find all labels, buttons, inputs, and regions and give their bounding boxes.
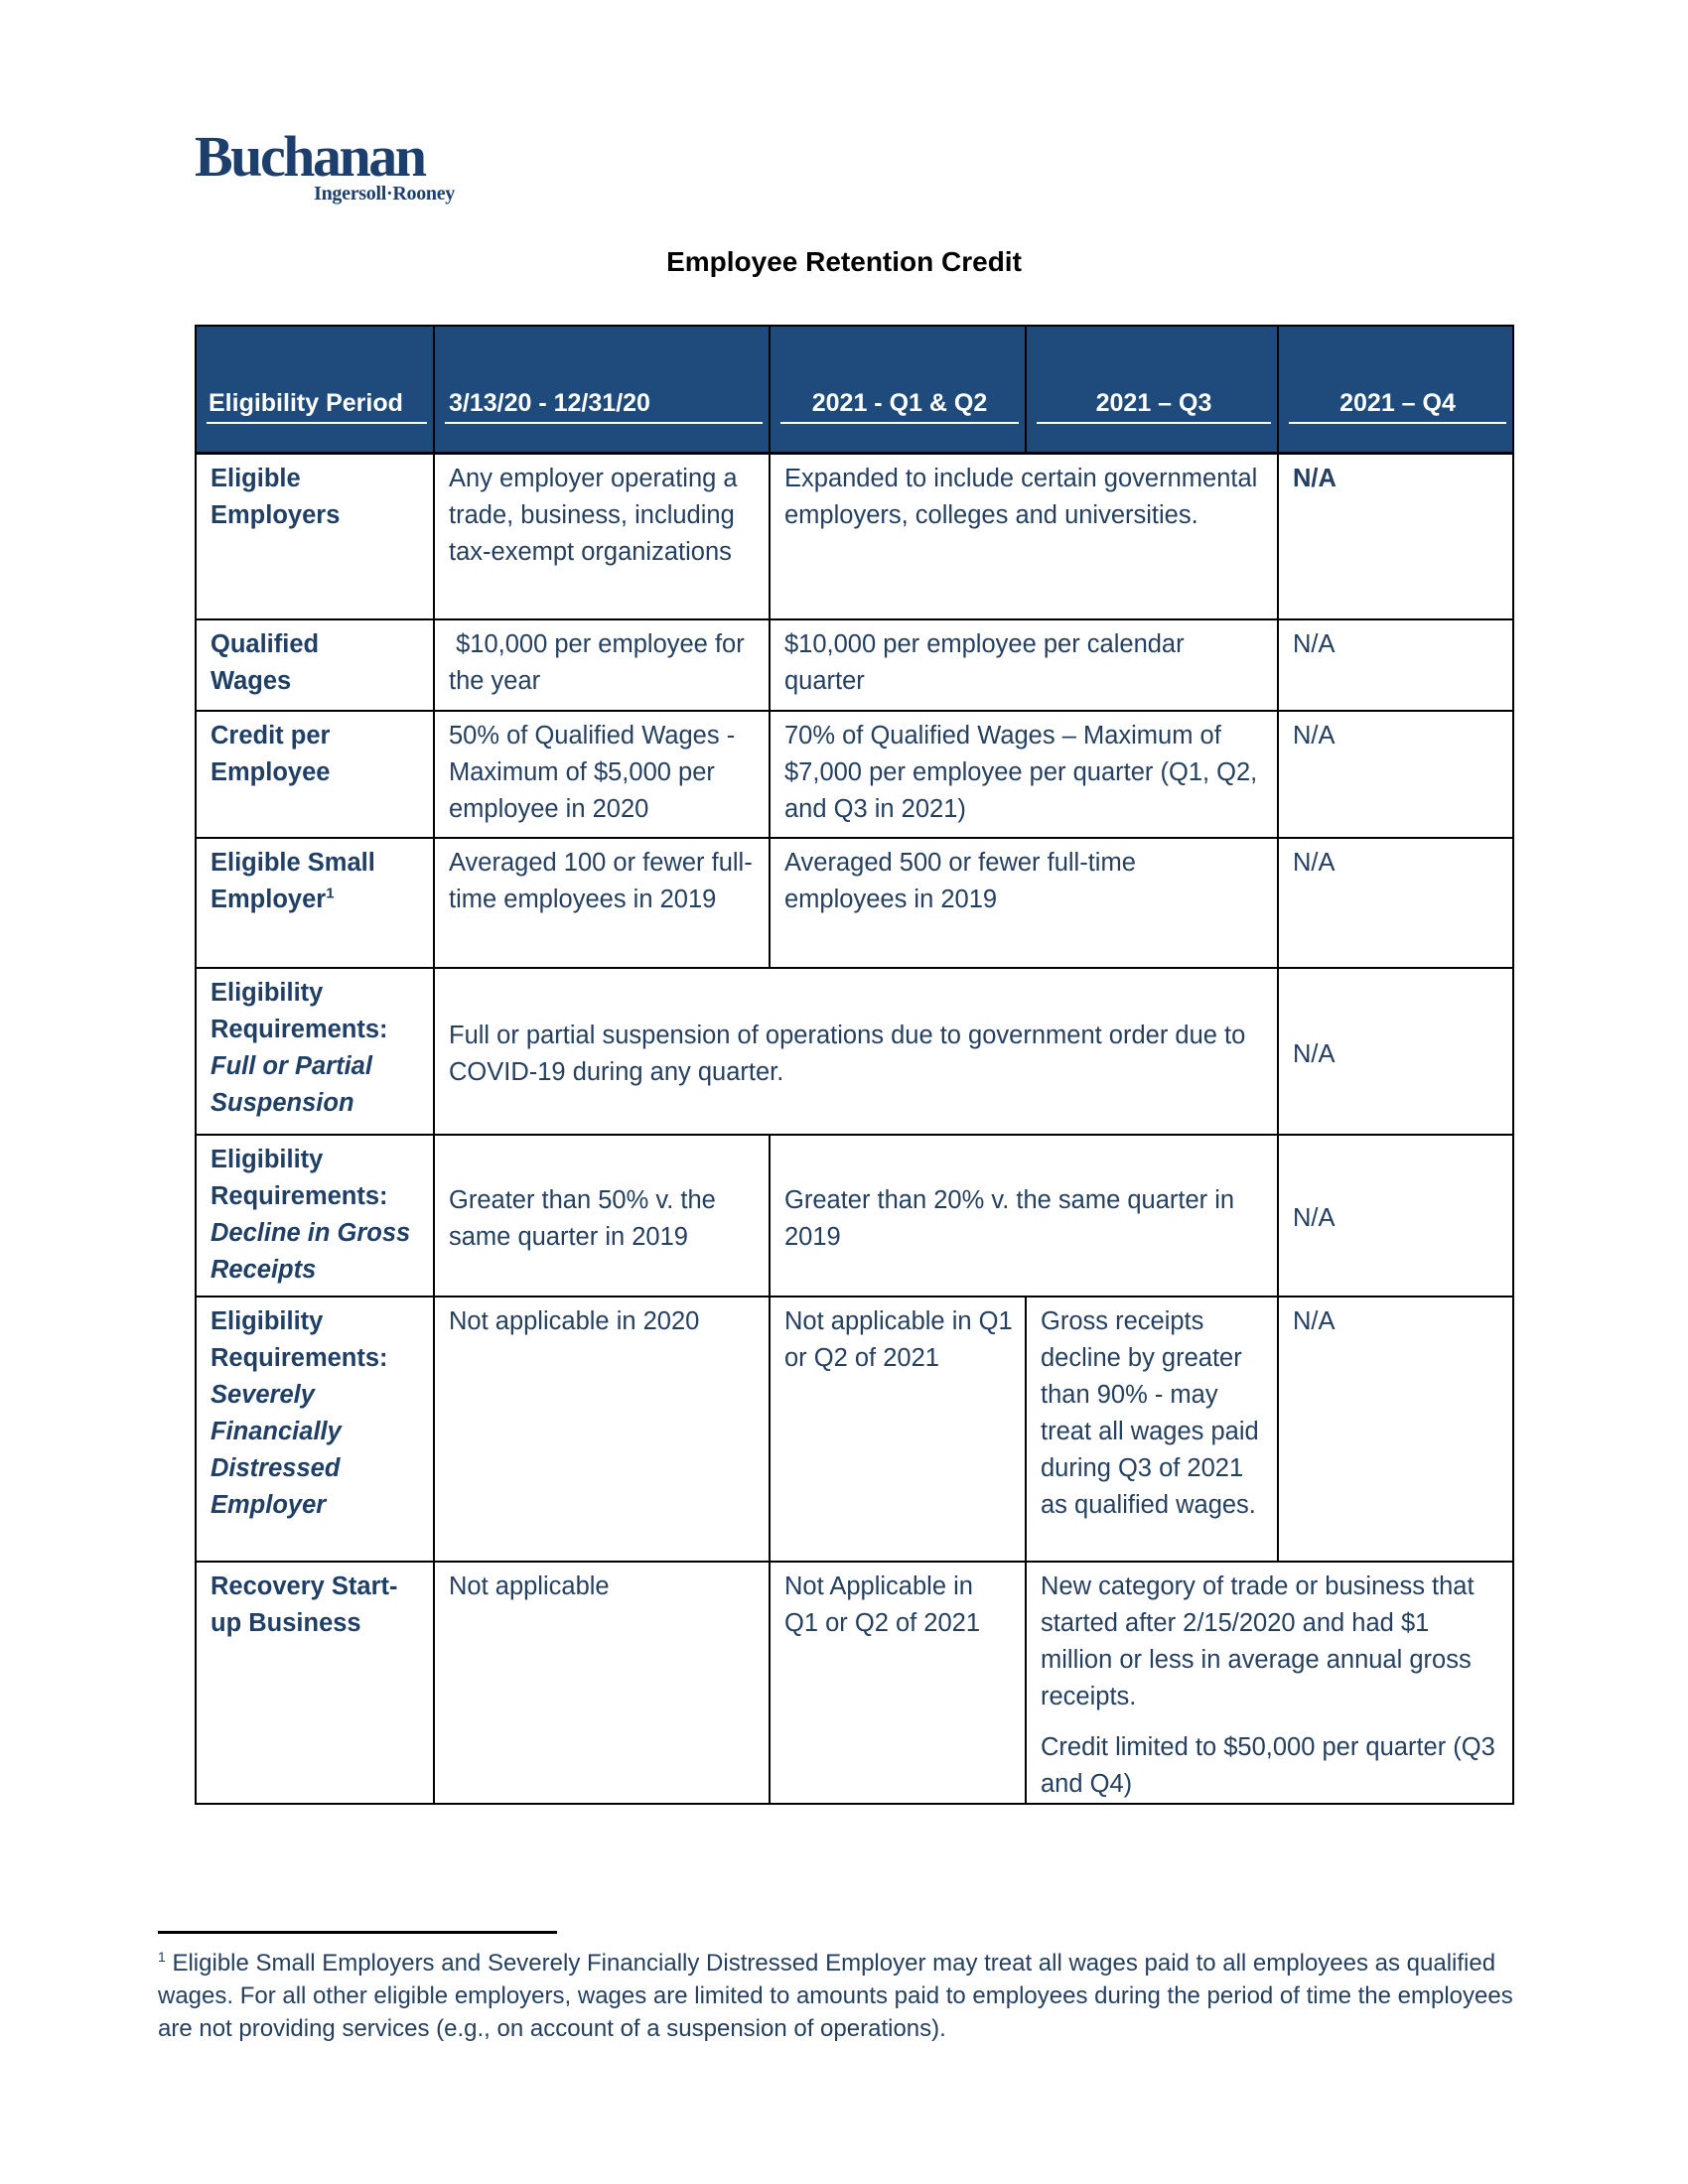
row-label-line: Employer (211, 886, 327, 913)
row-label-line: Eligibility (211, 979, 324, 1007)
logo-subtitle: Ingersoll·Rooney (314, 183, 455, 205)
table-row (196, 619, 1513, 711)
row-label-line: Requirements: (211, 1344, 388, 1372)
cell-q1-q2: Not applicable in Q1 or Q2 of 2021 (770, 1297, 1026, 1562)
cell-q3: Gross receipts decline by greater than 90% - may treat all wages paid during Q3 of 2021 as qualified wages. (1026, 1297, 1278, 1562)
row-label-line: Eligible Small (211, 849, 375, 877)
row-label-line: Employers (211, 500, 341, 529)
cell-q4: N/A (1278, 838, 1513, 968)
header-label: 2021 – Q3 (1037, 386, 1271, 424)
row-label-line: Receipts (211, 1256, 317, 1284)
row-label (196, 711, 434, 838)
row-label-line: Qualified (211, 630, 320, 658)
footnote (158, 1947, 1548, 2045)
row-label-line: Credit per (211, 722, 331, 750)
cell-2021-q1-q3: Averaged 500 or fewer full-time employees in 2019 (770, 838, 1278, 968)
header-2020 (434, 326, 770, 453)
row-label-line: Decline in Gross (211, 1219, 411, 1247)
table-row (196, 968, 1513, 1135)
cell-2020: Averaged 100 or fewer full-time employees in 2019 (434, 838, 770, 968)
cell-q4: N/A (1278, 1135, 1513, 1297)
row-label (196, 619, 434, 711)
cell-2021-q1-q3: $10,000 per employee per calendar quarter (770, 619, 1278, 711)
header-label: 2021 - Q1 & Q2 (780, 386, 1019, 424)
footnote-marker: 1 (158, 1949, 166, 1965)
cell-q4: N/A (1278, 711, 1513, 838)
header-eligibility-period (196, 326, 434, 453)
row-label-line: Financially (211, 1418, 342, 1445)
header-label: 3/13/20 - 12/31/20 (445, 386, 763, 424)
cell-q3-q4 (1026, 1562, 1513, 1804)
header-label: 2021 – Q4 (1289, 386, 1506, 424)
cell-2020: Greater than 50% v. the same quarter in 2019 (434, 1135, 770, 1297)
row-label-line: Employee (211, 758, 331, 786)
row-label (196, 1562, 434, 1804)
table-row (196, 711, 1513, 838)
row-label-line: Employer (211, 1491, 327, 1519)
row-label (196, 1297, 434, 1562)
row-label-line: Requirements: (211, 1182, 388, 1210)
row-label-line: Eligible (211, 464, 301, 492)
cell-2020-2021-span: Full or partial suspension of operations due to government order due to COVID-19 during any quarter. (434, 968, 1278, 1135)
header-2021-q1-q2 (770, 326, 1026, 453)
erc-table (195, 325, 1514, 1805)
cell-q4: N/A (1278, 619, 1513, 711)
footnote-ref[interactable]: 1 (326, 885, 335, 902)
cell-2020: Not applicable (434, 1562, 770, 1804)
cell-q4: N/A (1278, 453, 1513, 619)
cell-2020: $10,000 per employee for the year (434, 619, 770, 711)
table-row (196, 838, 1513, 968)
row-label (196, 1135, 434, 1297)
header-2021-q4 (1278, 326, 1513, 453)
row-label (196, 968, 434, 1135)
row-label-line: Recovery Start- (211, 1572, 398, 1600)
header-label: Eligibility Period (207, 386, 427, 424)
row-label-line: Wages (211, 667, 292, 695)
row-label-line: Eligibility (211, 1146, 324, 1173)
row-label-line: Requirements: (211, 1016, 388, 1043)
cell-2020: Not applicable in 2020 (434, 1297, 770, 1562)
cell-2021-q1-q3: 70% of Qualified Wages – Maximum of $7,000 per employee per quarter (Q1, Q2, and Q3 in 2021) (770, 711, 1278, 838)
row-label (196, 838, 434, 968)
cell-paragraph: Credit limited to $50,000 per quarter (Q3 and Q4) (1041, 1733, 1495, 1798)
table-row (196, 1297, 1513, 1562)
row-label-line: Eligibility (211, 1307, 324, 1335)
row-label-line: up Business (211, 1609, 361, 1637)
cell-q4: N/A (1278, 968, 1513, 1135)
cell-q4: N/A (1278, 1297, 1513, 1562)
cell-2021-q1-q3: Greater than 20% v. the same quarter in 2019 (770, 1135, 1278, 1297)
header-row (196, 326, 1513, 453)
cell-q1-q2: Not Applicable in Q1 or Q2 of 2021 (770, 1562, 1026, 1804)
cell-paragraph: New category of trade or business that started after 2/15/2020 and had $1 million or less in average annual gross receipts. (1041, 1572, 1475, 1710)
page-title: Employee Retention Credit (666, 246, 1022, 277)
row-label-line: Suspension (211, 1089, 354, 1117)
footnote-text: Eligible Small Employers and Severely Financially Distressed Employer may treat all wages paid to all employees as qualified wages. For all other eligible employers, wages are limited to amounts paid to employees during the period of time the employees are not providing services (e.g., on account of a suspension of operations). (158, 1950, 1513, 2042)
company-logo (195, 124, 463, 206)
table-row (196, 1562, 1513, 1804)
table-row (196, 1135, 1513, 1297)
row-label (196, 453, 434, 619)
row-label-line: Severely (211, 1381, 315, 1409)
footnote-separator (158, 1931, 557, 1934)
cell-2020: 50% of Qualified Wages - Maximum of $5,000 per employee in 2020 (434, 711, 770, 838)
cell-2020: Any employer operating a trade, business, including tax-exempt organizations (434, 453, 770, 619)
row-label-line: Full or Partial (211, 1052, 372, 1080)
header-2021-q3 (1026, 326, 1278, 453)
cell-2021-q1-q3: Expanded to include certain governmental employers, colleges and universities. (770, 453, 1278, 619)
logo-wordmark: Buchanan (195, 124, 425, 189)
row-label-line: Distressed (211, 1454, 341, 1482)
table-row (196, 453, 1513, 619)
